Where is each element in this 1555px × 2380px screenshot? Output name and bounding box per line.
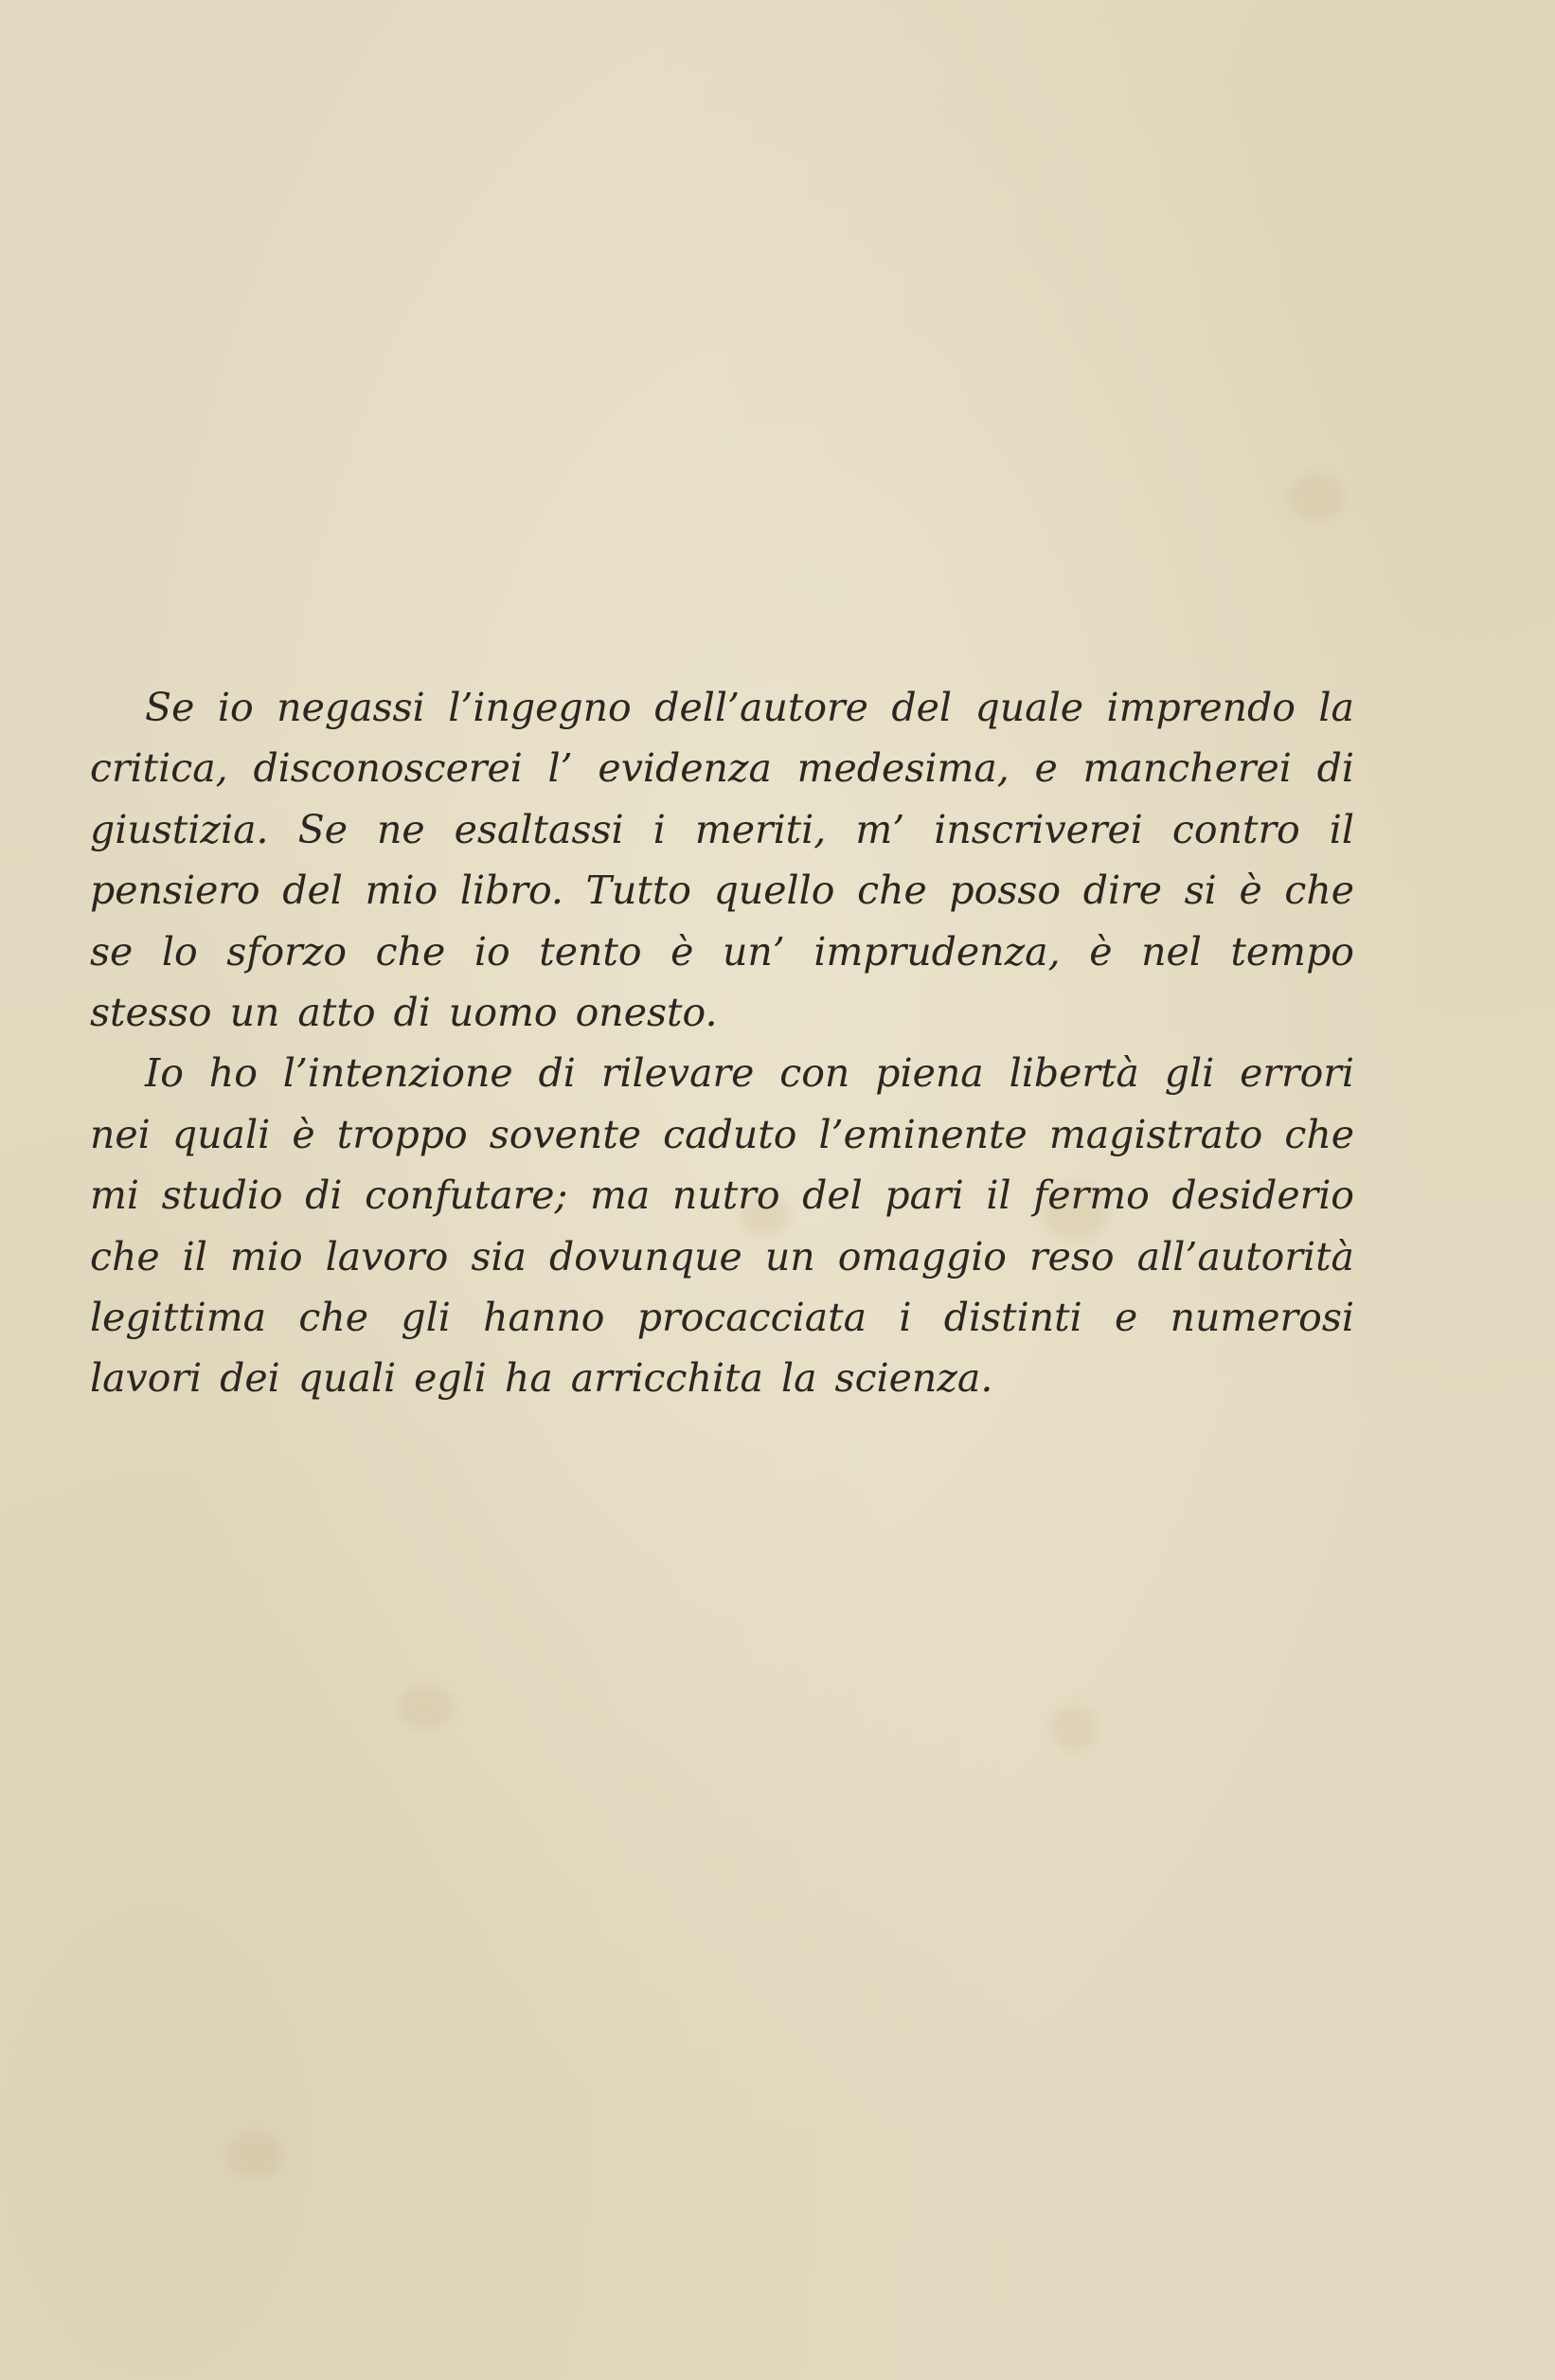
foxing-spot — [398, 1686, 455, 1728]
show-through-heading — [256, 369, 1089, 426]
show-through-heading — [256, 180, 1089, 265]
paragraph-1: Se io negassi l’ingegno dell’autore del quale imprendo la critica, disconoscerei l’ evidenza medesima, e mancherei di giustizia. Se ne esaltassi i meriti, m’ inscriverei contro il pensiero del mio libro. Tutto quello che posso dire si è che se lo sforzo che io tento è un’ imprudenza, è nel tempo stesso un atto di uomo onesto. — [90, 685, 1354, 1036]
paragraph-2: Io ho l’intenzione di rilevare con piena libertà gli errori nei quali è troppo sovente caduto l’eminente magistrato che mi studio di confutare; ma nutro del pari il fermo desiderio che il mio lavoro sia dovunque un omaggio reso all’autorità legittima che gli hanno procacciata i distinti e numerosi lavori dei quali egli ha arricchita la scienza. — [90, 1050, 1354, 1402]
body-text — [90, 677, 1354, 1409]
foxing-spot — [1288, 474, 1345, 521]
foxing-spot — [227, 2131, 284, 2178]
foxing-spot — [1051, 1705, 1099, 1752]
